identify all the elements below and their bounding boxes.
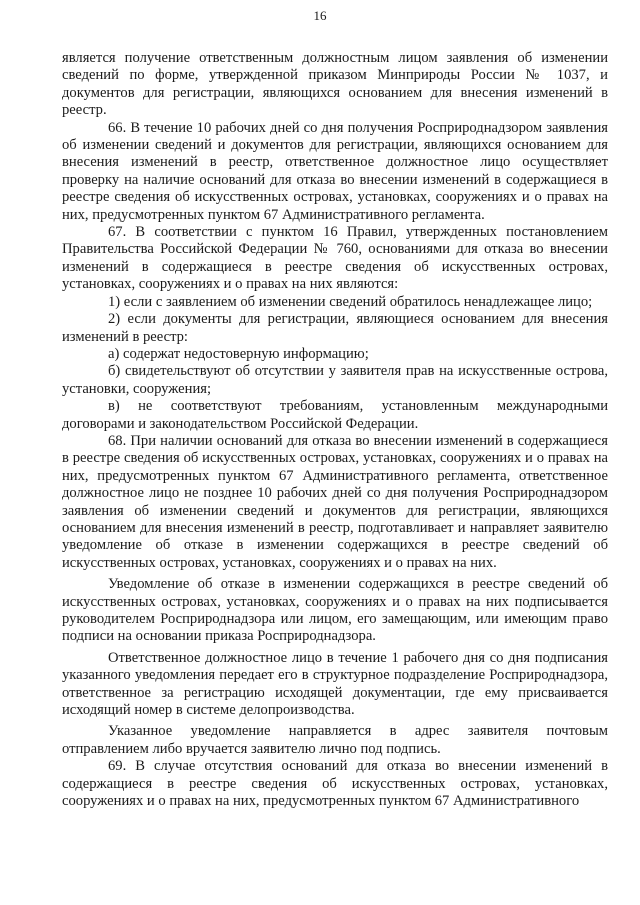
paragraph-68: 68. При наличии оснований для отказа во внесении изменений в содержащиеся в реестре сведения об искусственных островах, установках, сооружениях и о правах на них, предусмотренных пунктом 67 Административного регламента, ответственное должностное лицо не позднее 10 рабочих дней со дня получения Росприроднадзором заявления об изменении сведений и документов для регистрации, являющихся основанием для внесения изменений в реестр, подготавливает и направляет заявителю уведомление об отказе в изменении содержащихся в реестре сведений об искусственных островах, установках, сооружениях и о правах на них. <box>62 432 608 571</box>
paragraph-67-item-1: 1) если с заявлением об изменении сведений обратилось ненадлежащее лицо; <box>108 293 593 310</box>
paragraph-notice-transfer: Ответственное должностное лицо в течение 1 рабочего дня со дня подписания указанного уведомления передает его в структурное подразделение Росприроднадзора, ответственное за регистрацию исходящей документации, где ему присваивается исходящий номер в системе делопроизводства. <box>62 649 608 719</box>
paragraph-67-item-2: 2) если документы для регистрации, являющиеся основанием для внесения изменений в реестр: <box>62 311 608 345</box>
paragraph-66: 66. В течение 10 рабочих дней со дня получения Росприроднадзором заявления об изменении сведений и документов для регистрации, являющихся основанием для внесения изменений в реестр, ответственное должностное лицо осуществляет проверку на наличие оснований для отказа во внесении изменений в содержащиеся в реестре сведения об искусственных островах, установках, сооружениях и о правах на них, предусмотренных пунктом 67 Административного регламента. <box>62 119 608 223</box>
paragraph-67-item-2b: б) свидетельствуют об отсутствии у заявителя прав на искусственные острова, установки, сооружения; <box>62 363 608 397</box>
document-body <box>62 50 608 810</box>
paragraph-continuation: является получение ответственным должностным лицом заявления об изменении сведений по форме, утвержденной приказом Минприроды России № 1037, и документов для регистрации, являющихся основанием для внесения изменений в реестр. <box>62 50 608 119</box>
paragraph-67: 67. В соответствии с пунктом 16 Правил, утвержденных постановлением Правительства Российской Федерации № 760, основаниями для отказа во внесении изменений в содержащиеся в реестре сведения об искусственных островах, установках, сооружениях и о правах на них являются: <box>62 224 608 293</box>
paragraph-notice-signing: Уведомление об отказе в изменении содержащихся в реестре сведений об искусственных островах, установках, сооружениях и о правах на них подписывается руководителем Росприроднадзора или лицом, его замещающим, или имеющим право подписи на основании приказа Росприроднадзора. <box>62 576 608 645</box>
paragraph-notice-delivery: Указанное уведомление направляется в адрес заявителя почтовым отправлением либо вручается заявителю лично под подпись. <box>62 723 608 757</box>
paragraph-67-item-2a: а) содержат недостоверную информацию; <box>108 345 369 362</box>
paragraph-67-item-2v: в) не соответствуют требованиям, установленным международными договорами и законодательством Российской Федерации. <box>62 398 608 432</box>
page-number: 16 <box>313 8 327 23</box>
paragraph-69: 69. В случае отсутствия оснований для отказа во внесении изменений в содержащиеся в реестре сведения об искусственных островах, установках, сооружениях и о правах на них, предусмотренных пунктом 67 Административного <box>62 758 608 810</box>
